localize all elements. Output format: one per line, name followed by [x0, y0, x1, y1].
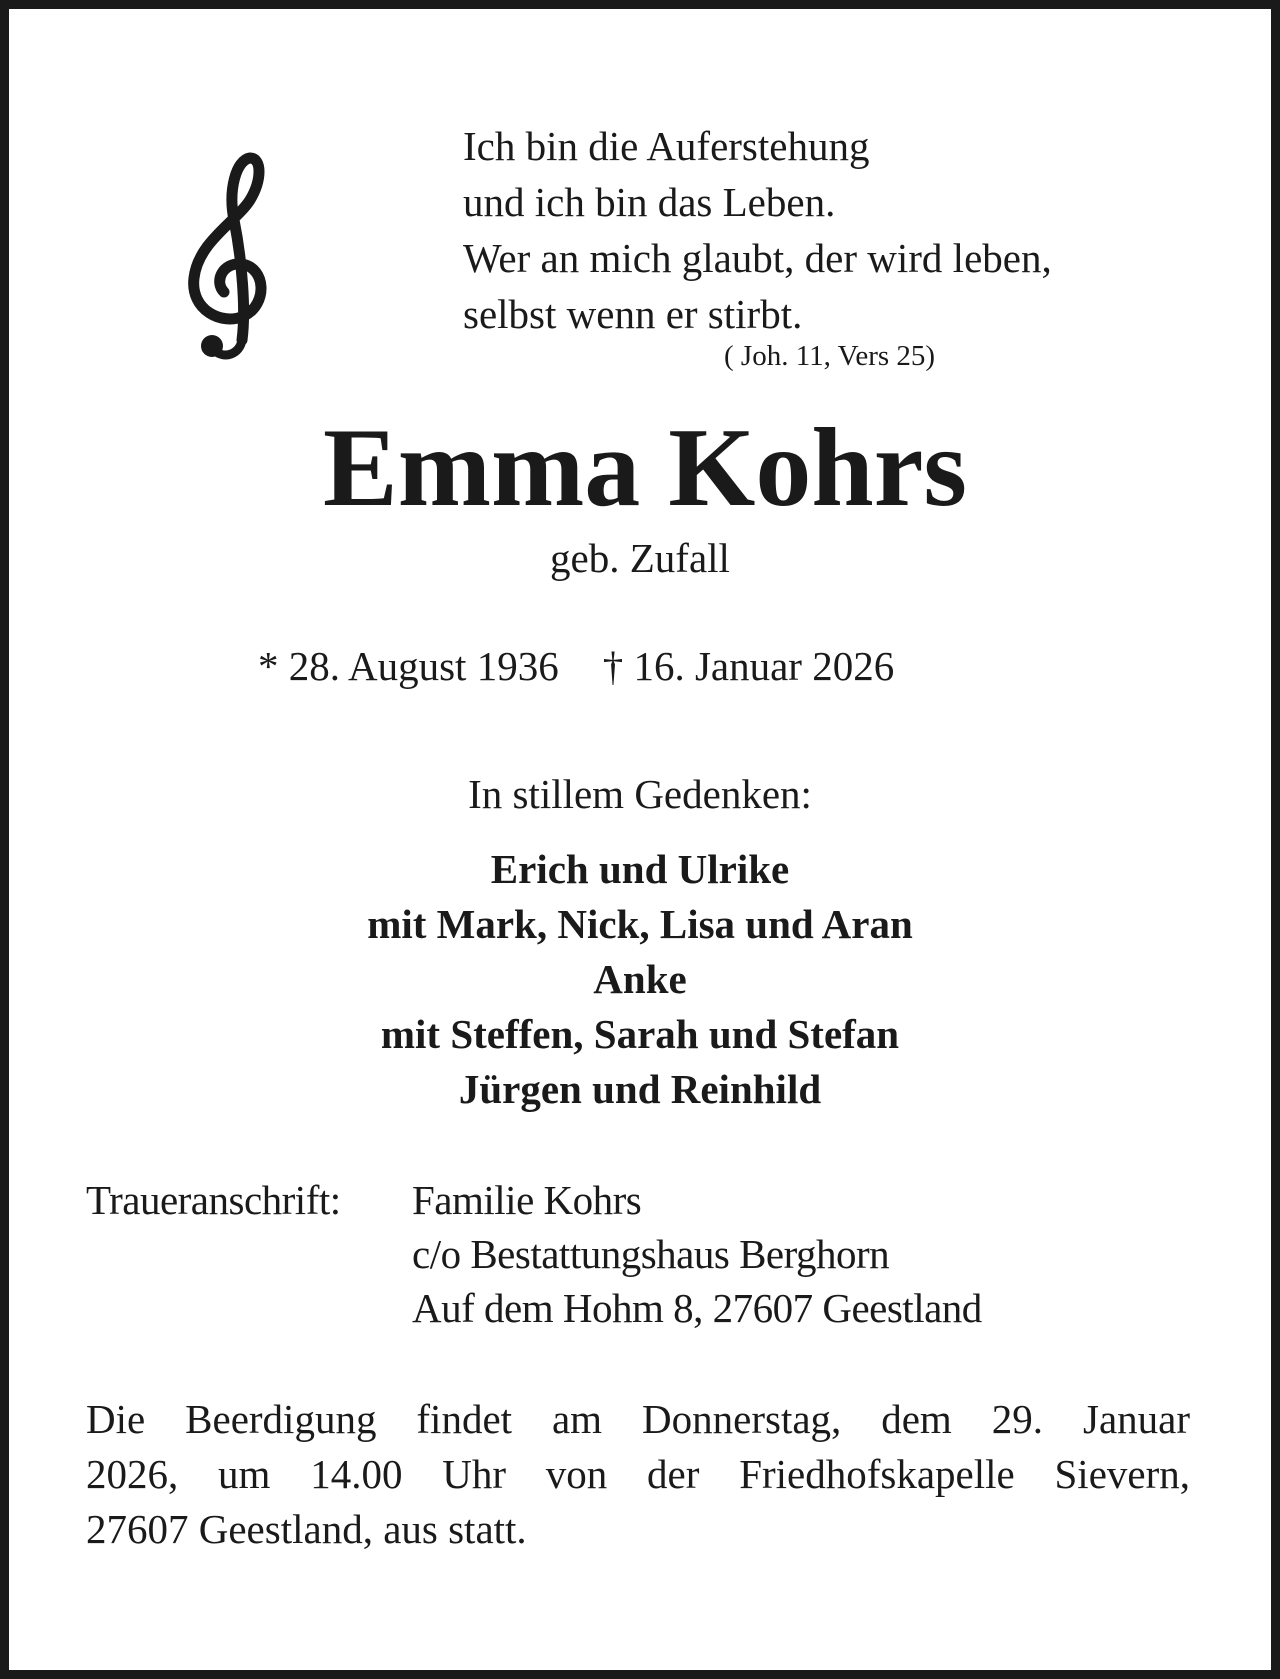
mourner-line: Erich und Ulrike: [490, 846, 790, 892]
memoriam-heading: In stillem Gedenken:: [468, 771, 812, 817]
verse-line: Ich bin die Auferstehung: [463, 123, 870, 169]
deceased-name: Emma Kohrs: [323, 406, 967, 530]
address-line: Familie Kohrs: [412, 1177, 642, 1223]
death-date: † 16. Januar 2026: [602, 643, 895, 689]
treble-clef-icon: [180, 150, 280, 365]
verse-line: selbst wenn er stirbt.: [463, 291, 803, 337]
mourner-line: mit Steffen, Sarah und Stefan: [380, 1011, 900, 1057]
address-line: c/o Bestattungshaus Berghorn: [412, 1231, 890, 1277]
funeral-line: 2026, um 14.00 Uhr von der Friedhofskapelle Sievern,: [86, 1451, 1190, 1497]
birth-date: * 28. August 1936: [258, 643, 559, 689]
mourner-line: Anke: [593, 956, 687, 1002]
address-line: Auf dem Hohm 8, 27607 Geestland: [412, 1285, 982, 1331]
bible-verse: [463, 118, 1052, 342]
maiden-name: geb. Zufall: [550, 535, 730, 581]
verse-line: Wer an mich glaubt, der wird leben,: [463, 235, 1052, 281]
funeral-line: Die Beerdigung findet am Donnerstag, dem 29. Januar: [86, 1396, 1190, 1442]
mourner-line: Jürgen und Reinhild: [458, 1066, 822, 1112]
funeral-line: 27607 Geestland, aus statt.: [86, 1506, 527, 1552]
mourning-address: [412, 1173, 982, 1335]
verse-reference: ( Joh. 11, Vers 25): [724, 340, 936, 372]
address-label: Traueranschrift:: [86, 1177, 341, 1223]
mourners-list: [0, 842, 1280, 1117]
mourner-line: mit Mark, Nick, Lisa und Aran: [367, 901, 913, 947]
funeral-notice: [86, 1392, 1190, 1557]
verse-line: und ich bin das Leben.: [463, 179, 836, 225]
life-dates: [258, 638, 894, 694]
